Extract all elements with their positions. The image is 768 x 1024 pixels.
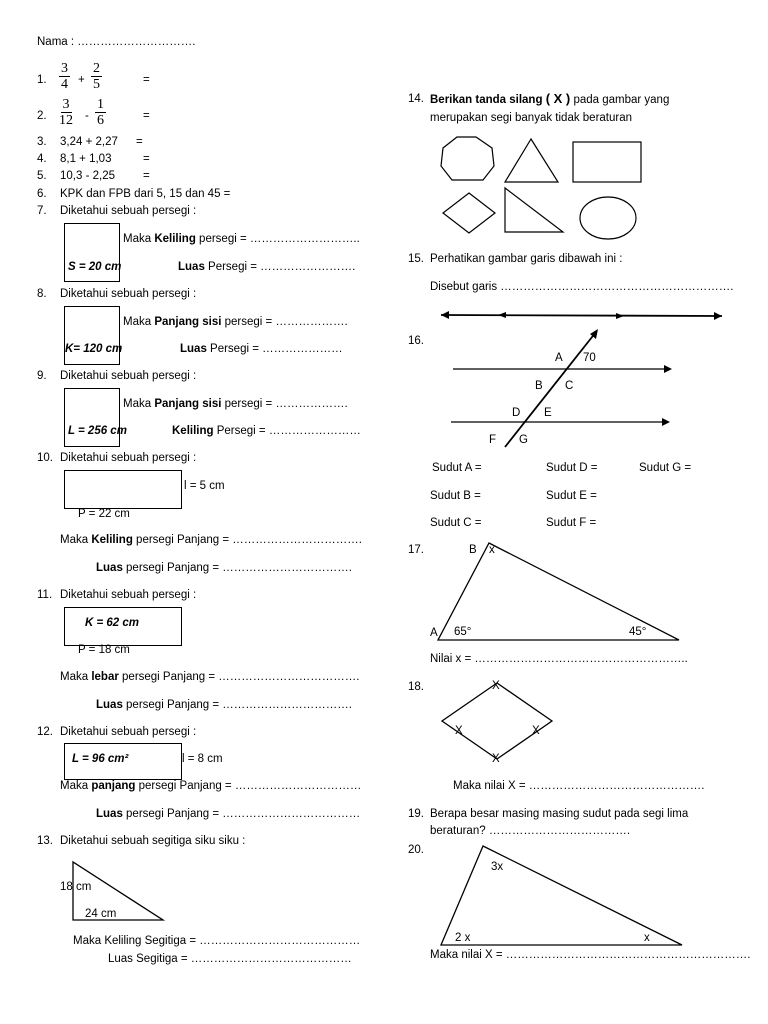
q1-operator: + [78,74,85,86]
q10-text: Diketahui sebuah persegi : [60,452,197,464]
q14-post: pada gambar yang [570,94,670,106]
q13-line2: Luas Segitiga = …………………………………… [108,953,352,965]
q12-text: Diketahui sebuah persegi : [60,726,197,738]
q11-number: 11. [37,589,53,601]
q12-l1-bold: panjang [91,780,136,792]
q9-box-label: L = 256 cm [68,425,127,437]
q8-l1-bold: Panjang sisi [154,316,222,328]
q9-l1-bold: Panjang sisi [154,398,222,410]
q10-width-label: l = 5 cm [184,480,225,492]
q13-side-a: 18 cm [60,881,92,893]
q16-sudut-b[interactable]: Sudut B = [430,490,481,502]
q16-sudut-f[interactable]: Sudut F = [546,517,597,529]
q13-number: 13. [37,835,53,847]
q1-f2-denominator: 5 [93,77,100,92]
q18-x-top: X [492,680,500,692]
q9-l2-bold: Keliling [172,425,214,437]
q7-l2-bold: Luas [178,261,205,273]
q14-paren: ( X ) [545,91,571,106]
q1-equals: = [143,74,150,86]
q2-number: 2. [37,110,47,122]
q4-text: 8,1 + 1,03 [60,153,112,165]
q11-l1-pre: Maka [60,671,92,683]
q15-number: 15. [408,253,424,265]
q19-line2[interactable]: beraturan? ………………………………. [430,825,631,837]
q8-l2-bold: Luas [180,343,207,355]
q12-l2-bold: Luas [96,808,123,820]
q18-answer-line[interactable]: Maka nilai X = ………………………………………. [453,780,705,792]
q5-number: 5. [37,170,47,182]
q15-line2[interactable]: Disebut garis ……………………………………………………. [430,281,734,293]
name-field[interactable]: Nama : …………………………. [37,36,196,48]
q16-sudut-e[interactable]: Sudut E = [546,490,597,502]
q12-box-label: L = 96 cm² [72,753,129,765]
q16-sudut-d[interactable]: Sudut D = [546,462,598,474]
q18-x-right: X [532,725,540,737]
q7-l1-post: persegi = ……………………….. [195,233,360,245]
q17-number: 17. [408,544,424,556]
q2-f1-numerator: 3 [62,97,70,112]
q7-text: Diketahui sebuah persegi : [60,205,197,217]
q16-label-d: D [512,407,521,419]
q16-number: 16. [408,335,424,347]
q16-sudut-c[interactable]: Sudut C = [430,517,482,529]
q7-l2-post: Persegi = ……………………. [204,261,356,273]
q10-l1-pre: Maka [60,534,92,546]
q12-l2-post: persegi Panjang = ……………………………… [122,808,361,820]
q9-text: Diketahui sebuah persegi : [60,370,197,382]
q16-label-f: F [489,434,497,446]
q8-l1-post: persegi = ………………. [221,316,348,328]
q11-l1-post: persegi Panjang = ………………………………. [118,671,360,683]
q10-l2-post: persegi Panjang = ……………………………. [122,562,352,574]
q17-label-b: B [469,544,477,556]
q2-f2-numerator: 1 [97,97,104,112]
q14-number: 14. [408,93,424,105]
q13-text: Diketahui sebuah segitiga siku siku : [60,835,246,847]
q1-number: 1. [37,74,47,86]
q10-l1-post: persegi Panjang = ……………………………. [132,534,362,546]
q3-equals: = [136,136,143,148]
q4-equals: = [143,153,150,165]
q12-l1-post: persegi Panjang = …………………………… [135,780,362,792]
q17-angle-c: 45° [629,626,647,638]
q7-l1-pre: Maka [123,233,155,245]
q19-number: 19. [408,808,424,820]
q19-line1: Berapa besar masing masing sudut pada segi lima [430,808,689,820]
q9-l1-pre: Maka [123,398,155,410]
q18-x-left: X [455,725,463,737]
q2-operator: - [85,110,89,122]
q5-equals: = [143,170,150,182]
q13-side-b: 24 cm [85,908,117,920]
q17-label-a: A [430,627,438,639]
q6-number: 6. [37,188,47,200]
q9-l1-post: persegi = ………………. [221,398,348,410]
q10-length-label: P = 22 cm [78,508,130,520]
q9-number: 9. [37,370,47,382]
q3-text: 3,24 + 2,27 [60,136,118,148]
q2-equals: = [143,110,150,122]
q9-l2-post: Persegi = …………………… [213,425,361,437]
q14-line2: merupakan segi banyak tidak beraturan [430,112,633,124]
q11-box-label: K = 62 cm [85,617,140,629]
q5-text: 10,3 - 2,25 [60,170,115,182]
q12-number: 12. [37,726,53,738]
q20-answer-line[interactable]: Maka nilai X = ………………………………………………………. [430,949,751,961]
q7-l1-bold: Keliling [154,233,196,245]
q12-width-label: l = 8 cm [182,753,223,765]
q16-label-70: 70 [583,352,596,364]
q18-x-bottom: X [492,753,500,765]
q8-l2-post: Persegi = ………………… [206,343,343,355]
q2-f1-denominator: 12 [59,113,73,128]
q16-label-a: A [555,352,563,364]
q11-length-label: P = 18 cm [78,644,130,656]
q1-f1-denominator: 4 [61,77,68,92]
q11-text: Diketahui sebuah persegi : [60,589,197,601]
q8-box-label: K= 120 cm [65,343,123,355]
q14-bold: Berikan tanda silang [430,94,546,106]
q16-label-c: C [565,380,574,392]
q11-l1-bold: lebar [91,671,119,683]
q16-sudut-g[interactable]: Sudut G = [639,462,692,474]
q20-number: 20. [408,844,424,856]
q20-angle-top: 3x [491,861,504,873]
q6-text: KPK dan FPB dari 5, 15 dan 45 = [60,188,231,200]
q16-label-g: G [519,434,528,446]
q7-box-label: S = 20 cm [68,261,122,273]
q15-text: Perhatikan gambar garis dibawah ini : [430,253,623,265]
q10-l2-bold: Luas [96,562,123,574]
q16-label-e: E [544,407,552,419]
q7-number: 7. [37,205,47,217]
q16-label-b: B [535,380,543,392]
q20-angle-right: x [644,932,650,944]
q8-number: 8. [37,288,47,300]
q11-l2-post: persegi Panjang = ……………………………. [122,699,352,711]
q16-sudut-a[interactable]: Sudut A = [432,462,482,474]
q1-f1-numerator: 3 [61,61,68,76]
q20-angle-left: 2 x [455,932,471,944]
q11-l2-bold: Luas [96,699,123,711]
q12-l1-pre: Maka [60,780,92,792]
q13-line1: Maka Keliling Segitiga = …………………………………… [73,935,361,947]
q10-number: 10. [37,452,53,464]
q10-l1-bold: Keliling [91,534,133,546]
q17-label-x: x [489,544,495,556]
q1-f2-numerator: 2 [93,61,100,76]
q2-f2-denominator: 6 [97,113,104,128]
q17-answer-line[interactable]: Nilai x = ……………………………………………….. [430,653,688,665]
q18-number: 18. [408,681,424,693]
q8-l1-pre: Maka [123,316,155,328]
q17-angle-a: 65° [454,626,472,638]
q8-text: Diketahui sebuah persegi : [60,288,197,300]
q3-number: 3. [37,136,47,148]
q4-number: 4. [37,153,47,165]
